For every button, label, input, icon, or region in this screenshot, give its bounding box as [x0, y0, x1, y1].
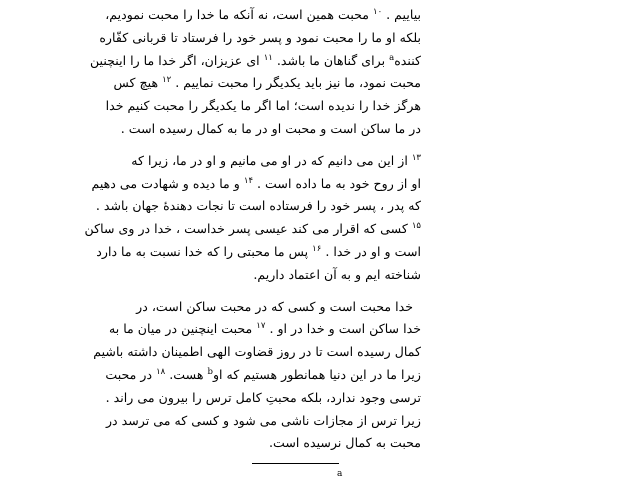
- text-run: هرگز خدا را ندیده است؛ اما اگر ما یکدیگر را محبت کنیم خدا: [105, 98, 421, 114]
- text-line: [105, 95, 421, 118]
- text-run: برای گناهان ما باشد.: [272, 52, 390, 68]
- text-line: [136, 296, 421, 319]
- text-run: در ما ساکن است و محبت او در ما به کمال رسیده است .: [120, 120, 421, 136]
- text-run: محبت نمود، ما نیز باید یکدیگر را محبت نماییم .: [171, 75, 421, 91]
- verse-number: ۱۷: [256, 321, 266, 332]
- verse-number: ۱۰: [373, 6, 383, 17]
- verse-number: a: [389, 52, 395, 63]
- text-line: [105, 4, 421, 27]
- text-line: [183, 264, 421, 287]
- text-run: بیاییم .: [382, 7, 421, 22]
- text-line: [105, 387, 421, 410]
- text-run: که پدر ، پسر خود را فرستاده است تا نجات دهندهٔ جهان باشد .: [95, 198, 421, 214]
- paragraph-gap: [183, 287, 421, 296]
- footnote-marker: a: [337, 469, 343, 479]
- text-line: [89, 50, 421, 73]
- text-line: [91, 173, 421, 196]
- text-line: [131, 150, 421, 173]
- text-run: ترسی وجود ندارد، بلکه محبتِ کامل ترس را بیرون می راند .: [105, 389, 421, 405]
- text-run: در محبت: [105, 366, 157, 382]
- text-run: محبت اینچنین در میان ما به: [108, 321, 257, 337]
- verse-number: ۱۸: [156, 366, 166, 377]
- paragraph-gap: [183, 141, 421, 150]
- text-line: [95, 195, 421, 218]
- text-run: زیرا ما در این دنیا همانطور هستیم که او: [212, 366, 421, 382]
- text-run: محبت همین است، نه آنکه ما خدا را محبت نمودیم،: [105, 7, 374, 22]
- text-line: [99, 27, 421, 50]
- text-run: ای عزیزان، اگر خدا ما را اینچنین: [89, 52, 264, 68]
- verse-number: ۱۱: [263, 52, 273, 63]
- text-run: است و او در خدا .: [321, 243, 421, 259]
- text-run: زیرا ترس از مجازات ناشی می شود و کسی که می ترسد در: [105, 412, 421, 428]
- text-line: [105, 410, 421, 433]
- verse-number: b: [207, 366, 213, 377]
- text-run: کننده: [394, 52, 421, 68]
- text-line: [93, 341, 421, 364]
- text-run: خدا ساکن است و خدا در او .: [265, 321, 421, 337]
- verse-number: ۱۳: [411, 152, 421, 163]
- verse-number: ۱۵: [411, 220, 421, 231]
- text-line: [120, 118, 421, 141]
- text-run: هیچ کس: [113, 75, 163, 91]
- text-run: از این می دانیم که در او می مانیم و او در ما، زیرا که: [131, 152, 412, 168]
- text-run: او از روح خود به ما داده است .: [253, 175, 421, 191]
- verse-number: ۱۲: [162, 75, 172, 86]
- text-run: شناخته ایم و به آن اعتماد داریم.: [253, 266, 421, 282]
- text-line: [96, 241, 421, 264]
- text-line: [105, 364, 421, 387]
- text-run: کسی که اقرار می کند عیسی پسر خداست ، خدا در وی ساکن: [84, 221, 412, 237]
- text-line: [108, 318, 421, 341]
- text-line: [183, 432, 421, 455]
- text-line: [113, 72, 421, 95]
- text-run: پس ما محبتی را که خدا نسبت به ما دارد: [96, 243, 313, 259]
- text-run: خدا محبت است و کسی که در محبت ساکن است، در: [136, 298, 413, 314]
- text-run: بلکه او ما را محبت نمود و پسر خود را فرستاد تا قربانی کفّاره: [99, 29, 421, 45]
- body-text: [84, 4, 421, 455]
- text-run: محبت به کمال نرسیده است.: [268, 435, 421, 451]
- text-run: و ما دیده و شهادت می دهیم: [91, 175, 244, 191]
- verse-number: ۱۶: [312, 243, 322, 254]
- verse-number: ۱۴: [243, 175, 254, 186]
- text-line: [84, 218, 421, 241]
- text-run: هست.: [165, 366, 208, 382]
- footnote-rule: [252, 463, 339, 464]
- text-run: کمال رسیده است تا در روز قضاوت الهی اطمینان داشته باشیم: [93, 344, 421, 360]
